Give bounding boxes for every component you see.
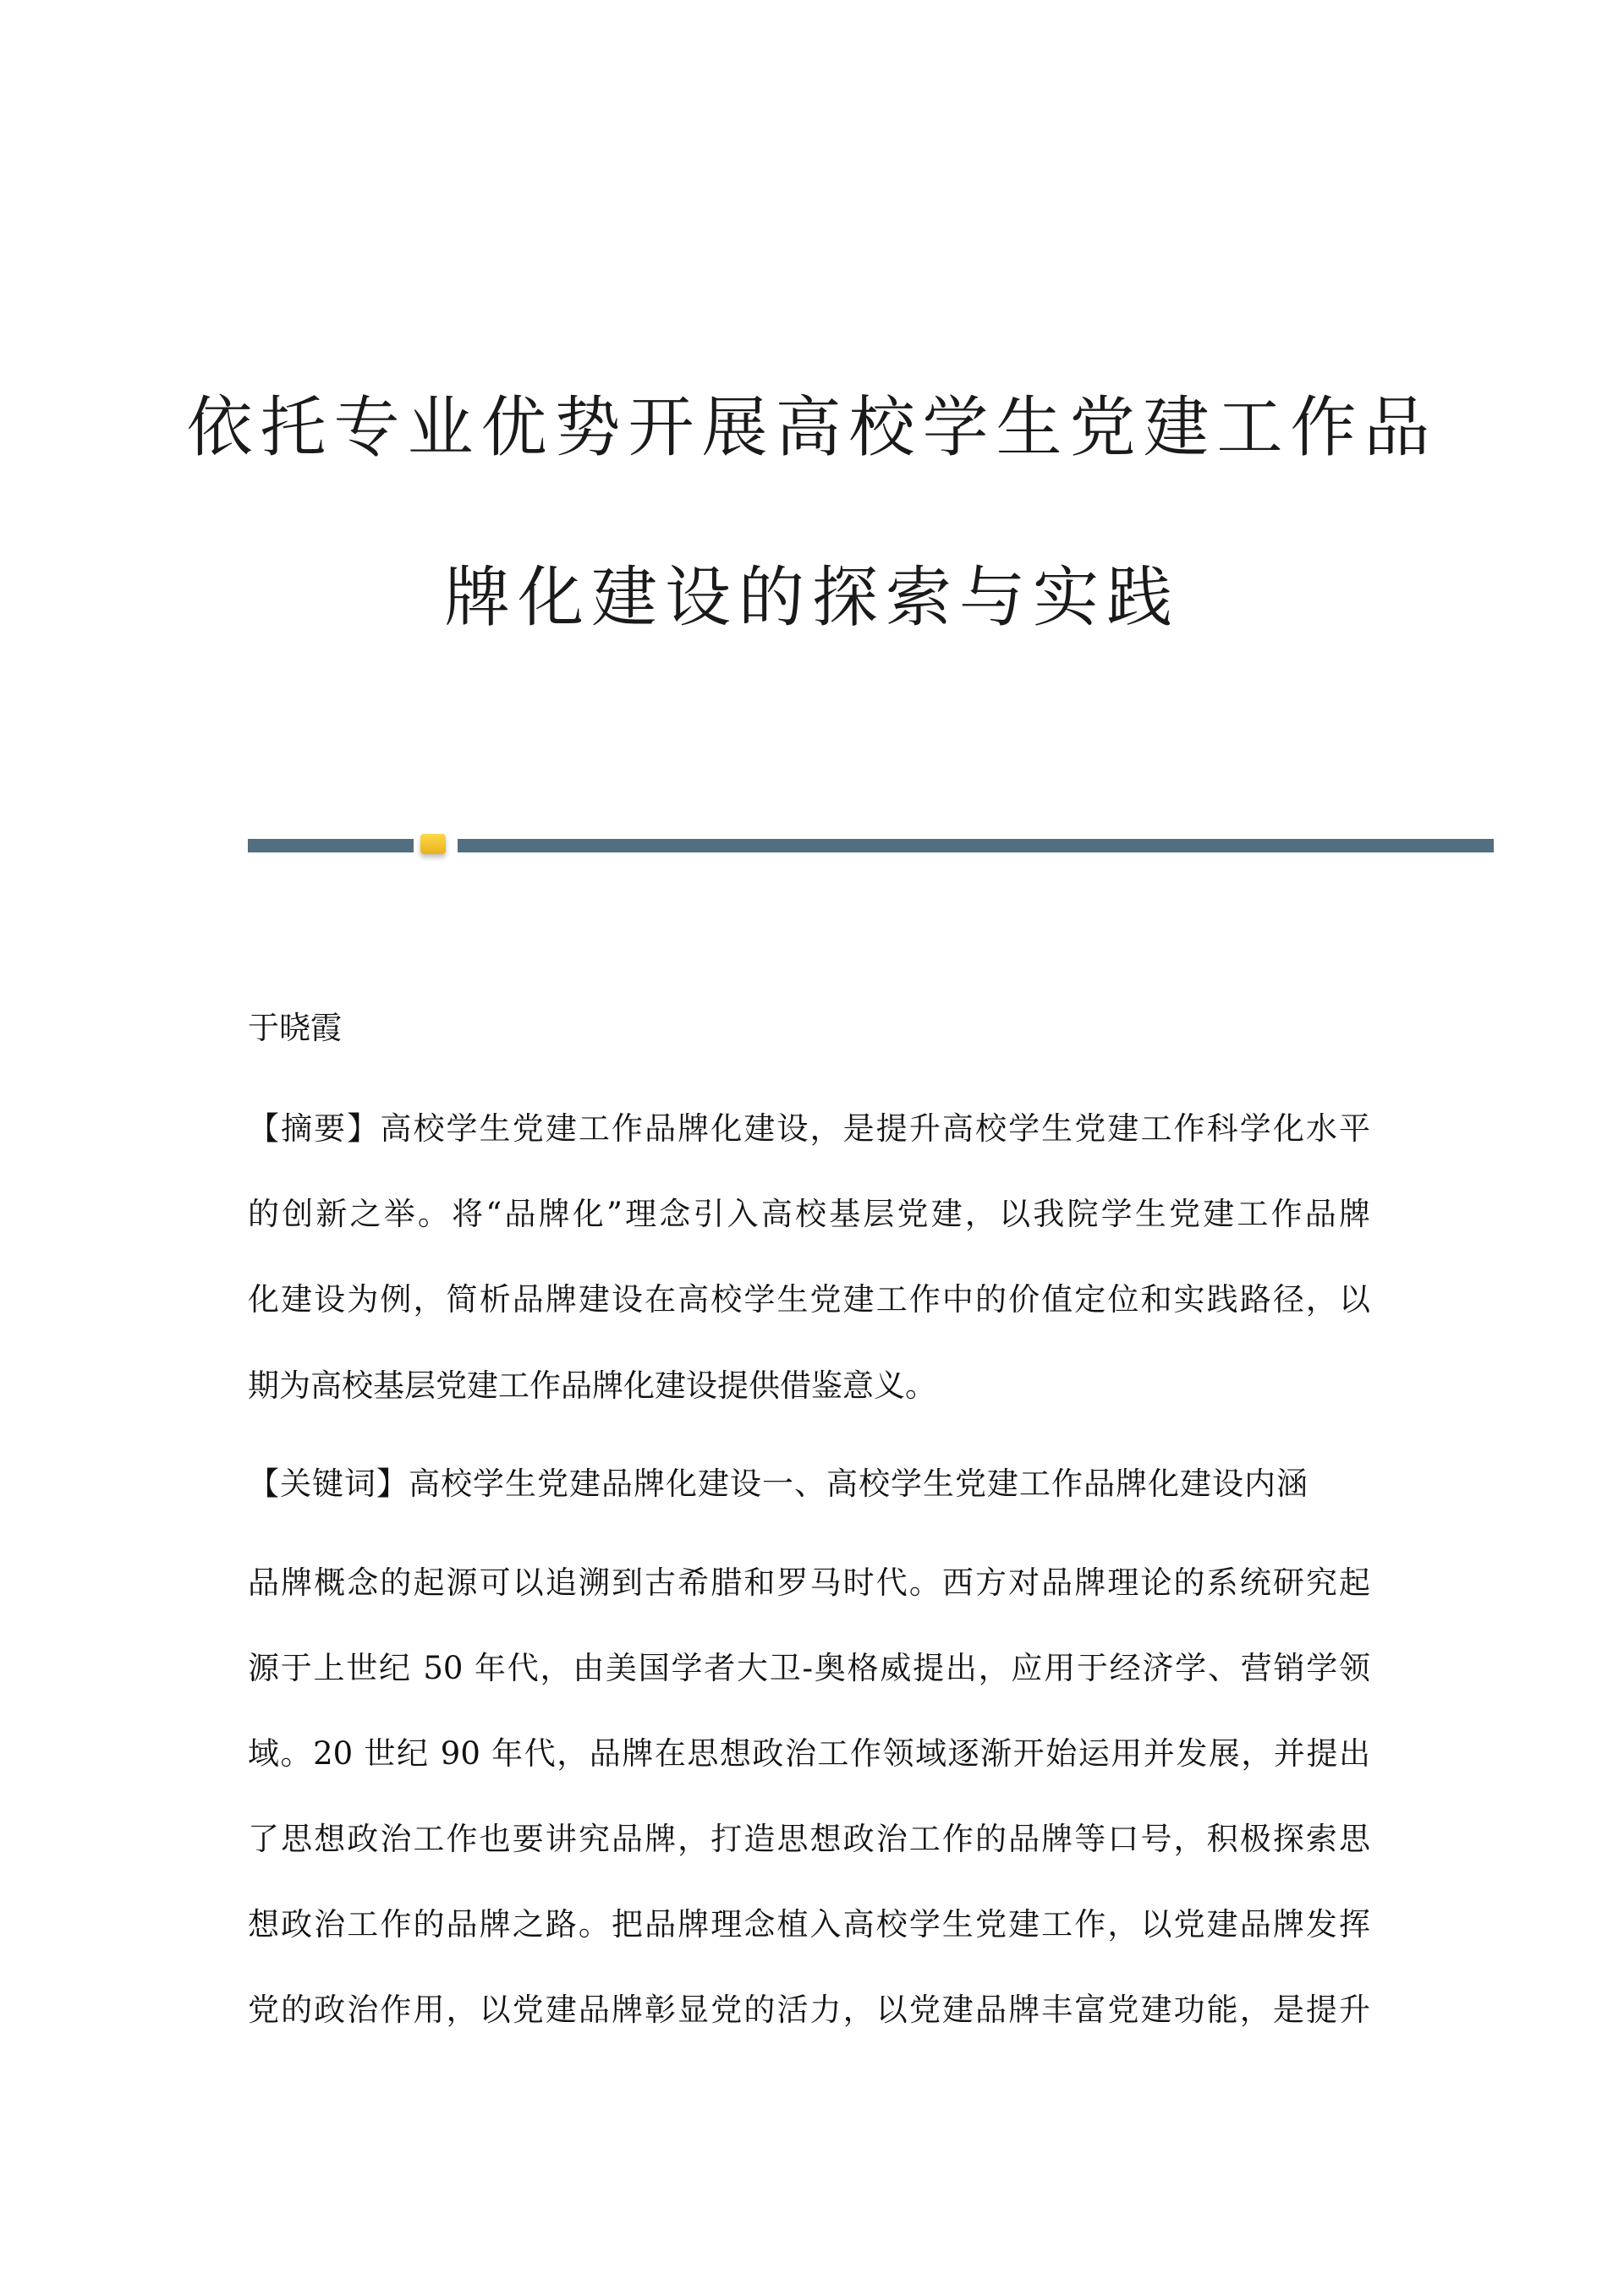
body-line: 想政治工作的品牌之路。把品牌理念植入高校学生党建工作，以党建品牌发挥 [248, 1906, 1370, 1943]
body-line: 党的政治作用，以党建品牌彰显党的活力，以党建品牌丰富党建功能，是提升 [248, 1992, 1370, 2028]
abstract-line: 【摘要】高校学生党建工作品牌化建设，是提升高校学生党建工作科学化水平 [248, 1110, 1370, 1147]
divider-bar-right [458, 839, 1494, 852]
abstract-line: 期为高校基层党建工作品牌化建设提供借鉴意义。 [248, 1367, 936, 1404]
divider-bar-left [248, 839, 414, 852]
body-line: 源于上世纪 50 年代，由美国学者大卫-奥格威提出，应用于经济学、营销学领 [248, 1650, 1370, 1686]
divider-gem-icon [420, 834, 446, 854]
body-line: 域。20 世纪 90 年代，品牌在思想政治工作领域逐渐开始运用并发展，并提出 [248, 1735, 1370, 1772]
document-title-line-1: 依托专业优势开展高校学生党建工作品 [186, 390, 1438, 466]
document-title-line-2: 牌化建设的探索与实践 [443, 560, 1180, 636]
abstract-line: 化建设为例，简析品牌建设在高校学生党建工作中的价值定位和实践路径，以 [248, 1281, 1370, 1318]
abstract-line: 的创新之举。将“品牌化”理念引入高校基层党建，以我院学生党建工作品牌 [248, 1196, 1370, 1232]
keywords-line: 【关键词】高校学生党建品牌化建设一、高校学生党建工作品牌化建设内涵 [248, 1466, 1309, 1502]
body-line: 了思想政治工作也要讲究品牌，打造思想政治工作的品牌等口号，积极探索思 [248, 1821, 1370, 1857]
author-name: 于晓霞 [248, 1010, 342, 1046]
body-line: 品牌概念的起源可以追溯到古希腊和罗马时代。西方对品牌理论的系统研究起 [248, 1564, 1370, 1601]
